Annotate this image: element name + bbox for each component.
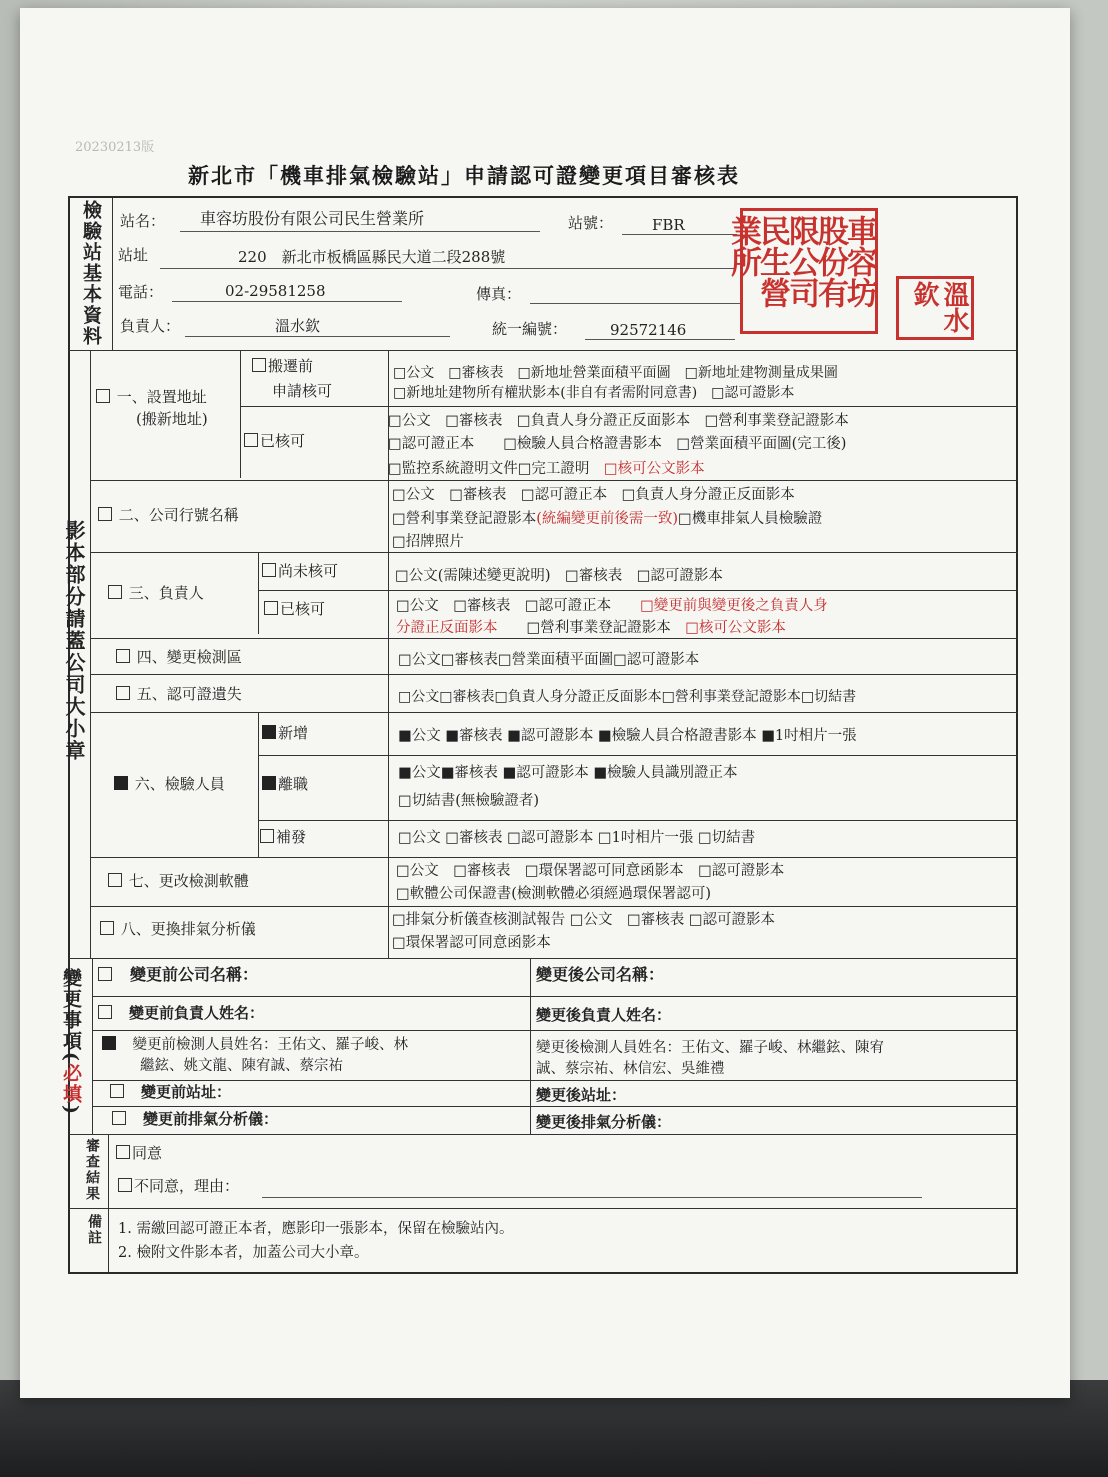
review-label: 審查結果 [84,1138,100,1202]
item1-a-label: 搬遷前 [252,357,313,375]
change-row-5-after: 變更後排氣分析儀： [536,1113,672,1131]
review-disagree-checkbox[interactable] [118,1178,132,1192]
owner-label: 負責人： [120,317,181,335]
change-row-4-before: 變更前站址： [110,1083,231,1101]
item2-docs3: □招牌照片 [392,534,464,550]
item7-title: 七、更改檢測軟體 [108,872,249,890]
notes-label: 備註 [86,1214,102,1246]
item4-checkbox[interactable] [116,649,130,663]
item1-b-checkbox[interactable] [244,433,258,447]
item6-a-docs: ■公文 ■審核表 ■認可證影本 ■檢驗人員合格證書影本 ■1吋相片一張 [398,728,857,744]
change-row-4-after: 變更後站址： [536,1086,627,1104]
item2-checkbox[interactable] [98,507,112,521]
item7-checkbox[interactable] [108,873,122,887]
item3-b-label: 已核可 [264,600,325,618]
item1-b-docs2: □認可證正本 □檢驗人員合格證書影本 □營業面積平面圖(完工後) [388,436,847,452]
station-name: 車容坊股份有限公司民生營業所 [200,209,425,228]
change-row-3-after-2: 誠、蔡宗祐、林信宏、吳維禮 [536,1061,725,1077]
change-row-4-checkbox[interactable] [110,1084,124,1098]
item6-checkbox[interactable] [114,776,128,790]
item5-docs: □公文□審核表□負責人身分證正反面影本□營利事業登記證影本□切結書 [398,689,857,705]
item6-c-label: 補發 [260,828,306,846]
item1-b-docs3: □監控系統證明文件□完工證明 □核可公文影本 [388,461,705,477]
item6-a-checkbox[interactable] [262,725,276,739]
note-2: 2. 檢附文件影本者，加蓋公司大小章。 [118,1245,369,1261]
phone-label: 電話： [118,283,164,301]
copies-label: 影本部分請蓋公司大小章 [62,520,86,762]
phone-value: 02-29581258 [225,282,326,300]
item3-a-checkbox[interactable] [262,563,276,577]
note-1: 1. 需繳回認可證正本者，應影印一張影本，保留在檢驗站內。 [118,1221,514,1237]
form-version: 20230213版 [75,140,155,155]
change-row-3-checkbox[interactable] [102,1036,116,1050]
item2-docs1: □公文 □審核表 □認可證正本 □負責人身分證正反面影本 [392,487,795,503]
item6-title: 六、檢驗人員 [114,775,225,793]
item6-b-label: 離職 [262,775,308,793]
changes-label: 變更事項(必填) [60,968,82,1116]
change-row-3-before-2: 繼鉉、姚文龍、陳宥誠、蔡宗祐 [140,1058,343,1074]
form-title: 新北市「機車排氣檢驗站」申請認可證變更項目審核表 [188,163,740,188]
item1-checkbox[interactable] [96,389,110,403]
review-disagree: 不同意，理由： [118,1177,239,1195]
review-agree-checkbox[interactable] [116,1145,130,1159]
item4-docs: □公文□審核表□營業面積平面圖□認可證影本 [398,652,700,668]
item7-docs1: □公文 □審核表 □環保署認可同意函影本 □認可證影本 [396,863,785,879]
change-row-3-before: 變更前檢測人員姓名：王佑文、羅子峻、林 [102,1036,408,1054]
item6-c-checkbox[interactable] [260,829,274,843]
fax-label: 傳真： [476,285,522,303]
item2-docs2: □營利事業登記證影本(統編變更前後需一致)□機車排氣人員檢驗證 [392,511,823,527]
station-no: FBR [652,216,685,234]
change-row-1-after: 變更後公司名稱： [536,965,665,984]
item2-title: 二、公司行號名稱 [98,506,239,524]
item1-subtitle: (搬新地址) [136,410,208,428]
company-seal: 車容坊股份有限公司民生營業所 [740,208,878,334]
item1-a-docs2: □新地址建物所有權狀影本(非自有者需附同意書) □認可證影本 [393,385,795,401]
station-no-label: 站號： [568,214,614,232]
station-address: 220 新北市板橋區縣民大道二段288號 [238,248,506,266]
item8-docs1: □排氣分析儀查核測試報告 □公文 □審核表 □認可證影本 [392,912,776,928]
item7-docs2: □軟體公司保證書(檢測軟體必須經過環保署認可) [396,886,712,902]
item6-b-docs2: □切結書(無檢驗證者) [398,793,540,809]
tax-id-label: 統一編號： [492,320,568,338]
item1-a-checkbox[interactable] [252,358,266,372]
item3-b-docs1: □公文 □審核表 □認可證正本 □變更前與變更後之負責人身 [396,598,828,614]
change-row-1-before: 變更前公司名稱： [98,966,258,984]
tax-id-value: 92572146 [610,321,687,339]
item6-a-label: 新增 [262,724,308,742]
item6-b-checkbox[interactable] [262,776,276,790]
item8-docs2: □環保署認可同意函影本 [392,935,551,951]
basic-section-label: 檢驗站基本資料 [80,200,102,347]
item6-b-docs1: ■公文■審核表 ■認可證影本 ■檢驗人員識別證正本 [398,765,738,781]
item3-a-docs: □公文(需陳述變更說明) □審核表 □認可證影本 [395,568,723,584]
station-name-label: 站名： [120,212,166,230]
address-label: 站址 [118,246,149,264]
owner-value: 溫水欽 [275,317,321,335]
item3-title: 三、負責人 [108,584,204,602]
item1-title: 一、設置地址 [96,388,207,406]
item8-checkbox[interactable] [100,921,114,935]
item1-a-docs1: □公文 □審核表 □新地址營業面積平面圖 □新地址建物測量成果圖 [393,365,838,381]
change-row-3-after: 變更後檢測人員姓名：王佑文、羅子峻、林繼鉉、陳宥 [536,1040,884,1056]
change-row-2-checkbox[interactable] [98,1005,112,1019]
change-row-1-checkbox[interactable] [98,967,112,981]
item6-c-docs: □公文 □審核表 □認可證影本 □1吋相片一張 □切結書 [398,830,756,846]
item3-a-label: 尚未核可 [262,562,338,580]
item4-title: 四、變更檢測區 [116,648,242,666]
change-row-2-after: 變更後負責人姓名： [536,1006,672,1024]
review-reason-line[interactable] [262,1197,922,1198]
item1-b-label: 已核可 [244,432,305,450]
item8-title: 八、更換排氣分析儀 [100,920,256,938]
review-agree: 同意 [116,1144,162,1162]
item3-b-docs2: 分證正反面影本 □營利事業登記證影本 □核可公文影本 [396,620,786,636]
owner-seal: 溫水欽 [896,276,974,340]
item1-a-label2: 申請核可 [272,382,333,400]
change-row-2-before: 變更前負責人姓名： [98,1004,264,1022]
change-row-5-checkbox[interactable] [112,1111,126,1125]
item5-checkbox[interactable] [116,686,130,700]
item3-b-checkbox[interactable] [264,601,278,615]
item3-checkbox[interactable] [108,585,122,599]
change-row-5-before: 變更前排氣分析儀： [112,1110,278,1128]
item5-title: 五、認可證遺失 [116,685,242,703]
item1-b-docs1: □公文 □審核表 □負責人身分證正反面影本 □營利事業登記證影本 [388,413,849,429]
